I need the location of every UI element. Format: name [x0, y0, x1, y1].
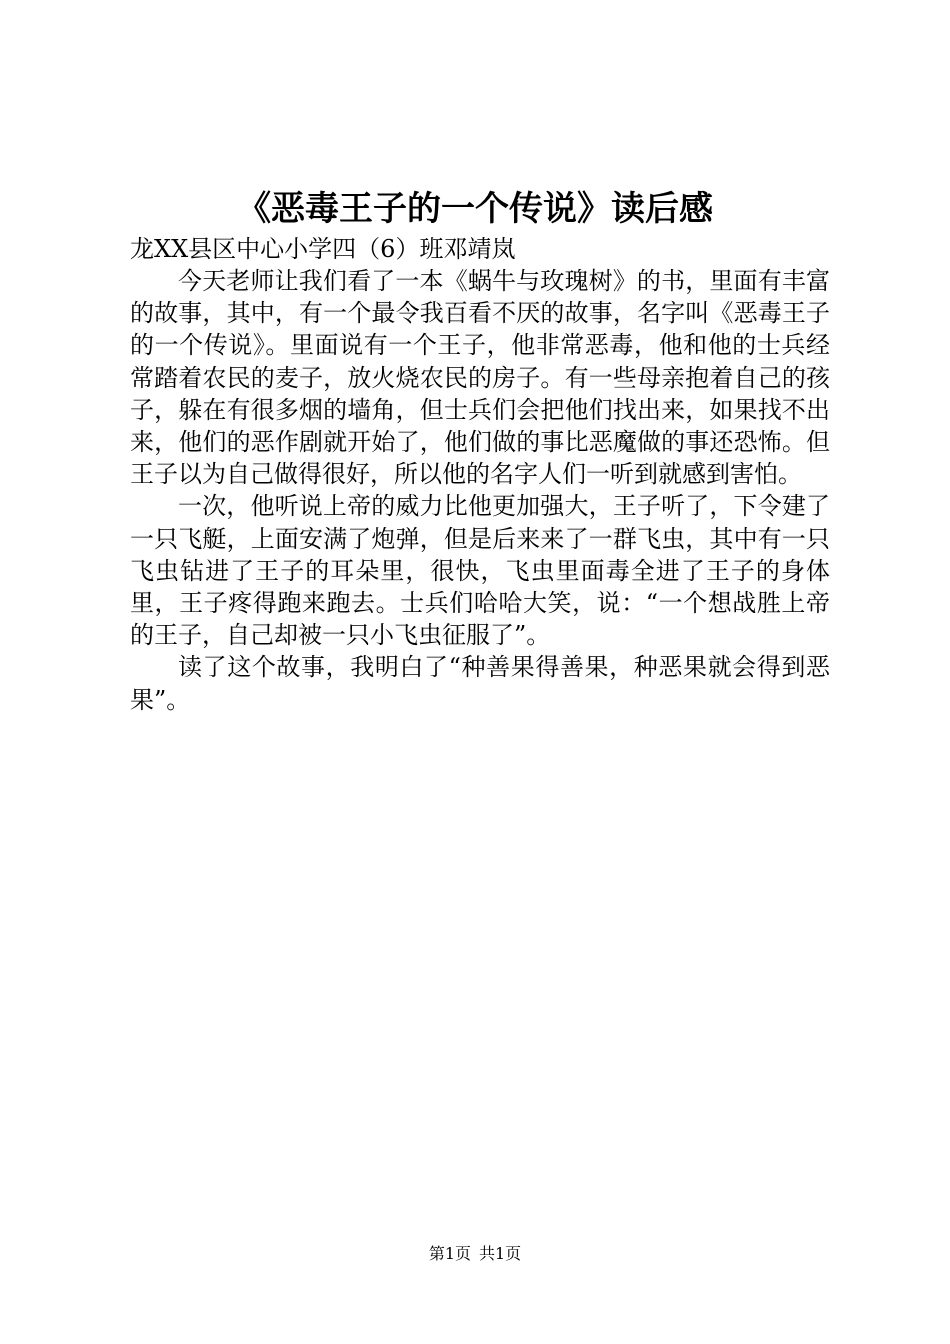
- page-total: 共1页: [479, 1244, 522, 1263]
- paragraph-3: 读了这个故事，我明白了“种善果得善果，种恶果就会得到恶果”。: [130, 653, 830, 714]
- paragraph-2: 一次，他听说上帝的威力比他更加强大，王子听了，下令建了一只飞艇，上面安满了炮弹，但是后来来了一群飞虫，其中有一只飞虫钻进了王子的耳朵里，很快，飞虫里面毒全进了王子的身体里，王子疼得跑来跑去。士兵们哈哈大笑，说：“一个想战胜上帝的王子，自己却被一只小飞虫征服了”。: [130, 492, 830, 650]
- essay-body: [130, 265, 830, 716]
- page-number: 第1页: [428, 1244, 471, 1263]
- author-byline: 龙XX县区中心小学四（6）班邓靖岚: [130, 235, 516, 263]
- page-title: 《恶毒王子的一个传说》读后感: [237, 189, 713, 229]
- page-footer: [0, 1242, 950, 1266]
- paragraph-1: 今天老师让我们看了一本《蜗牛与玫瑰树》的书，里面有丰富的故事，其中，有一个最令我百看不厌的故事，名字叫《恶毒王子的一个传说》。里面说有一个王子，他非常恶毒，他和他的士兵经常踏着农民的麦子，放火烧农民的房子。有一些母亲抱着自己的孩子，躲在有很多烟的墙角，但士兵们会把他们找出来，如果找不出来，他们的恶作剧就开始了，他们做的事比恶魔做的事还恐怖。但王子以为自己做得很好，所以他的名字人们一听到就感到害怕。: [130, 267, 830, 489]
